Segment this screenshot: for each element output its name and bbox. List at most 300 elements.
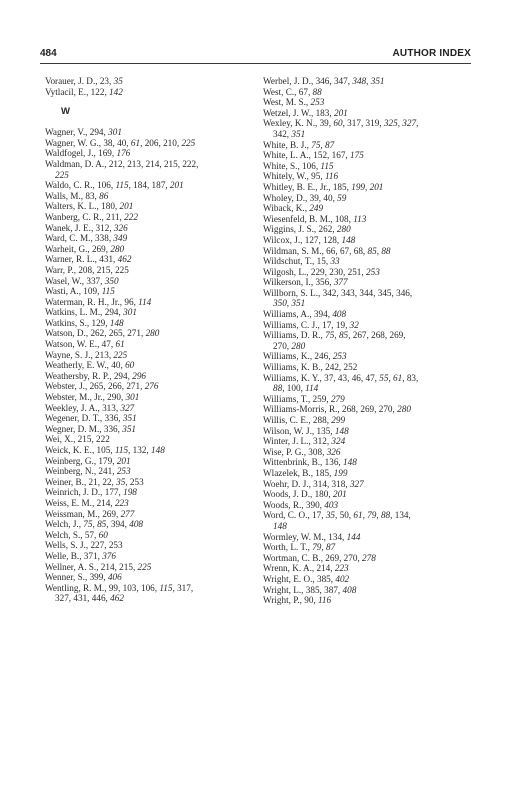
entry-text: Wiesenfeld, B. M., 108, — [263, 213, 354, 224]
page-ref-italic: 88 — [273, 383, 283, 394]
index-entry — [45, 87, 255, 98]
entry-text: Weekley, J. A., 313, — [45, 402, 121, 413]
page-ref-italic: 116 — [324, 171, 339, 182]
page-ref-italic: 87 — [325, 542, 336, 553]
page-ref-italic: 403 — [324, 499, 339, 510]
page-ref-italic: 350 — [273, 298, 287, 309]
index-entry — [263, 330, 475, 351]
index-entry — [263, 224, 475, 235]
entry-text: Wenner, S., 399, — [45, 572, 108, 583]
index-entry — [263, 214, 475, 225]
index-entry — [45, 540, 255, 551]
index-column-right — [263, 76, 475, 606]
index-entry — [45, 530, 255, 541]
page-ref-italic: 327 — [120, 402, 135, 413]
entry-text: Warheit, G., 269, — [45, 243, 111, 254]
page-ref-italic: 85 — [97, 519, 107, 530]
entry-text: , — [362, 510, 368, 521]
entry-text: Walls, M., 83, — [45, 190, 100, 201]
page-ref-italic: 35 — [325, 510, 335, 521]
entry-text: Weissman, M., 269, — [45, 508, 121, 519]
entry-text: Woods, J. D., 180, — [263, 489, 333, 500]
page-ref-italic: 199 — [351, 181, 365, 192]
entry-text: Wegner, D. M., 336, — [45, 423, 123, 434]
entry-text: Weinberg, G., 179, — [45, 455, 117, 466]
entry-text: , 267, 268, 269, — [348, 330, 406, 341]
index-entry — [45, 392, 255, 403]
index-entry — [263, 118, 475, 139]
page-ref-italic: 253 — [332, 351, 347, 362]
page-ref-italic: 201 — [169, 180, 184, 191]
index-entry — [45, 148, 255, 159]
index-entry — [45, 562, 255, 573]
entry-text: Wright, L., 385, 387, — [263, 584, 343, 595]
entry-text: Wellner, A. S., 214, 215, — [45, 561, 138, 572]
page-ref-italic: 176 — [116, 148, 131, 159]
index-letter-heading: W — [61, 106, 70, 118]
entry-text: Woehr, D. J., 314, 318, — [263, 478, 350, 489]
entry-text: Waterman, R. H., Jr., 96, — [45, 296, 139, 307]
page-ref-italic: 115 — [115, 180, 129, 191]
entry-text: Wells, S. J., 227, 253 — [45, 540, 123, 551]
page-ref-italic: 35 — [116, 476, 126, 487]
entry-text: Wilcox, J., 127, 128, — [263, 234, 342, 245]
index-entry — [45, 487, 255, 498]
entry-text: Weick, K. E., 105, — [45, 445, 115, 455]
entry-text: Wilson, W. J., 135, — [263, 425, 335, 436]
page-ref-italic: 201 — [332, 489, 347, 500]
page-ref-italic: 253 — [116, 466, 131, 477]
index-entry — [45, 159, 255, 180]
index-entry — [263, 97, 475, 108]
page-ref-italic: 85 — [338, 330, 349, 341]
entry-text: Werbel, J. D., 346, 347, — [263, 76, 353, 86]
entry-text: , — [376, 510, 381, 521]
page-ref-italic: 408 — [332, 309, 347, 320]
page-ref-italic: 61 — [353, 510, 363, 521]
page-ref-italic: 148 — [341, 234, 356, 245]
page-ref-italic: 280 — [336, 224, 351, 235]
index-entry — [45, 424, 255, 435]
page-ref-italic: 280 — [110, 243, 125, 254]
page-ref-italic: 222 — [124, 211, 138, 222]
entry-text: Waldman, D. A., 212, 213, 214, 215, 222, — [45, 158, 199, 169]
index-entry — [45, 339, 255, 350]
entry-text: West, C., 67, — [263, 86, 313, 97]
index-entry — [45, 477, 255, 488]
entry-text: Weinberg, N., 241, — [45, 466, 117, 477]
entry-text: Wagner, V., 294, — [45, 127, 109, 138]
index-entry — [263, 320, 475, 331]
index-entry — [45, 519, 255, 530]
page-ref-italic: 60 — [333, 118, 343, 129]
entry-text: Wiback, K., — [263, 203, 310, 214]
index-entry — [45, 212, 255, 223]
entry-text: Whitley, B. E., Jr., 185, — [263, 181, 352, 192]
page-ref-italic: 225 — [113, 349, 128, 360]
page-ref-italic: 351 — [122, 423, 137, 434]
entry-text: , — [334, 330, 339, 341]
index-entry — [45, 138, 255, 149]
index-entry — [263, 447, 475, 458]
entry-text: Warr, P., 208, 215, 225 — [45, 264, 129, 275]
entry-text: White, B. J., — [263, 139, 312, 150]
entry-text: Weinrich, J. D., 177, — [45, 487, 124, 498]
page-ref-italic: 225 — [181, 137, 196, 148]
index-entry — [263, 468, 475, 479]
index-entry — [263, 256, 475, 267]
entry-text: , 394, — [106, 519, 130, 530]
page-ref-italic: 114 — [305, 383, 319, 394]
entry-text: 270, — [273, 340, 292, 351]
page-ref-italic: 327 — [402, 118, 417, 129]
entry-text: Webster, J., 265, 266, 271, — [45, 381, 145, 392]
page-ref-italic: 32 — [349, 319, 359, 330]
page-ref-italic: 59 — [337, 192, 347, 203]
page-ref-italic: 348 — [352, 76, 367, 86]
entry-text: , 206, 210, — [140, 137, 182, 148]
running-title: AUTHOR INDEX — [392, 48, 471, 59]
index-entry — [263, 574, 475, 585]
entry-text: Wanek, J. E., 312, — [45, 222, 114, 233]
entry-text: Wittenbrink, B., 136, — [263, 457, 344, 468]
page-ref-italic: 75 — [325, 330, 335, 341]
index-entry — [45, 350, 255, 361]
page-ref-italic: 148 — [109, 317, 124, 328]
page-ref-italic: 79 — [312, 542, 322, 553]
page-ref-italic: 198 — [123, 487, 137, 498]
page-ref-italic: 301 — [123, 307, 137, 318]
index-entry — [45, 76, 255, 87]
index-entry — [263, 489, 475, 500]
entry-text: Wasti, A., 109, — [45, 286, 102, 297]
entry-text: , — [397, 118, 403, 129]
index-entry — [263, 140, 475, 151]
page-ref-italic: 61 — [130, 137, 141, 148]
index-entry — [45, 276, 255, 287]
page-ref-italic: 113 — [353, 213, 367, 224]
index-entry — [263, 267, 475, 278]
entry-text: , — [416, 118, 419, 129]
index-entry — [45, 381, 255, 392]
entry-text: Wilgosh, L., 229, 230, 251, — [263, 266, 366, 277]
page-ref-italic: 325 — [383, 118, 398, 129]
index-entry — [45, 254, 255, 265]
page-ref-italic: 225 — [55, 169, 69, 180]
entry-text: Wright, P., 90, — [263, 595, 319, 606]
page-ref-italic: 249 — [309, 203, 324, 214]
page-ref-italic: 296 — [132, 370, 146, 381]
entry-text: 327, 431, 446, — [55, 593, 111, 604]
entry-text: Whitely, W., 95, — [263, 171, 325, 182]
index-entry — [45, 307, 255, 318]
index-entry — [263, 595, 475, 606]
index-entry — [45, 551, 255, 562]
entry-text: Vytlacil, E., 122, — [45, 86, 110, 97]
entry-text: Watkins, L. M., 294, — [45, 307, 124, 318]
page-ref-italic: 279 — [330, 393, 345, 404]
index-entry — [45, 191, 255, 202]
entry-text: , — [92, 519, 98, 530]
page-ref-italic: 60 — [98, 529, 108, 540]
page-ref-italic: 327 — [349, 478, 364, 489]
entry-text: Wayne, S. J., 213, — [45, 349, 114, 360]
page-ref-italic: 201 — [119, 201, 134, 212]
entry-text: White, S., 106, — [263, 160, 321, 171]
index-entry — [263, 108, 475, 119]
index-entry — [263, 161, 475, 172]
entry-text: Wexley, K. N., 39, — [263, 118, 334, 129]
entry-text: Wlazelek, B., 185, — [263, 467, 334, 478]
entry-text: Williams, D. R., — [263, 330, 326, 341]
index-column-left — [45, 76, 255, 604]
index-entry — [263, 510, 475, 531]
page-ref-italic: 201 — [369, 181, 384, 192]
index-entry — [263, 76, 475, 87]
index-entry — [263, 394, 475, 405]
page-ref-italic: 280 — [145, 328, 160, 339]
entry-text: Ward, C. M., 338, — [45, 233, 114, 244]
page-ref-italic: 87 — [325, 139, 335, 150]
page-ref-italic: 376 — [102, 550, 116, 561]
entry-text: Wetzel, J. W., 183, — [263, 107, 334, 118]
entry-text: Wagner, W. G., 38, 40, — [45, 137, 131, 148]
entry-text: Wentling, R. M., 99, 103, 106, — [45, 582, 160, 593]
page-ref-italic: 86 — [99, 190, 109, 201]
page-ref-italic: 79 — [367, 510, 377, 521]
page-number: 484 — [40, 48, 57, 59]
entry-text: Warner, R. L., 431, — [45, 254, 118, 265]
page-ref-italic: 115 — [101, 286, 115, 297]
entry-text: Watson, W. E., 47, — [45, 339, 116, 350]
entry-text: , — [365, 181, 370, 192]
page-ref-italic: 326 — [113, 222, 128, 233]
page-ref-italic: 223 — [334, 563, 349, 574]
page-ref-italic: 408 — [342, 584, 357, 595]
index-entry — [263, 171, 475, 182]
entry-text: , — [366, 76, 371, 86]
page-ref-italic: 301 — [108, 127, 122, 138]
entry-text: , 83, — [402, 372, 419, 383]
entry-text: Webster, M., Jr., 290, — [45, 392, 126, 403]
index-entry — [45, 509, 255, 520]
entry-text: Watson, D., 262, 265, 271, — [45, 328, 146, 339]
index-entry — [263, 436, 475, 447]
page-ref-italic: 201 — [116, 455, 131, 466]
page-ref-italic: 253 — [310, 97, 325, 108]
entry-text: Wilkerson, I., 356, — [263, 277, 334, 288]
index-entry — [45, 127, 255, 138]
page-ref-italic: 351 — [370, 76, 385, 86]
index-entry — [45, 328, 255, 339]
entry-text: Welch, J., — [45, 519, 84, 530]
index-entry — [45, 413, 255, 424]
page-ref-italic: 351 — [291, 128, 306, 139]
entry-text: Wiggins, J. S., 262, — [263, 224, 337, 235]
entry-text: , 184, 187, — [128, 180, 170, 191]
page-ref-italic: 462 — [117, 254, 132, 265]
page-ref-italic: 351 — [291, 298, 306, 309]
entry-text: Wanberg, C. R., 211, — [45, 211, 125, 222]
entry-text: Welle, B., 371, — [45, 550, 103, 561]
entry-text: , 100, — [282, 383, 306, 394]
page-ref-italic: 326 — [326, 446, 341, 457]
page-ref-italic: 201 — [333, 107, 348, 118]
entry-text: 342, — [273, 128, 292, 139]
page-ref-italic: 88 — [312, 86, 322, 97]
page-ref-italic: 377 — [333, 277, 348, 288]
page-ref-italic: 115 — [159, 582, 173, 593]
index-entry — [263, 479, 475, 490]
entry-text: Williams, T., 259, — [263, 393, 331, 404]
entry-text: Worth, L. T., — [263, 542, 313, 553]
index-entry — [263, 404, 475, 415]
page-ref-italic: 175 — [350, 150, 364, 161]
index-entry — [263, 542, 475, 553]
page-ref-italic: 88 — [381, 245, 391, 256]
entry-text: Wildman, S. M., 66, 67, 68, — [263, 245, 368, 256]
page-ref-italic: 223 — [114, 497, 129, 508]
index-entry — [45, 434, 255, 445]
index-entry — [263, 235, 475, 246]
entry-text: Wholey, D., 39, 40, — [263, 192, 338, 203]
page-ref-italic: 75 — [83, 519, 93, 530]
page-ref-italic: 148 — [343, 457, 357, 468]
entry-text: Weiss, E. M., 214, — [45, 497, 115, 508]
index-entry — [263, 351, 475, 362]
page-ref-italic: 148 — [273, 520, 287, 531]
index-entry — [45, 201, 255, 212]
index-entry — [263, 373, 475, 394]
page-ref-italic: 462 — [110, 593, 124, 604]
index-entry — [263, 288, 475, 309]
page-ref-italic: 148 — [151, 445, 165, 455]
index-entry — [45, 498, 255, 509]
entry-text: , 253 — [125, 476, 144, 487]
entry-text: , 317, — [172, 582, 194, 593]
entry-text: Wegener, D. T., 336, — [45, 413, 123, 424]
page-ref-italic: 115 — [114, 445, 129, 455]
index-entry — [263, 203, 475, 214]
entry-text: Weatherly, E. W., 40, — [45, 360, 126, 371]
entry-text: Waldfogel, J., 169, — [45, 148, 117, 159]
index-entry — [263, 193, 475, 204]
index-entry — [263, 415, 475, 426]
index-entry — [263, 553, 475, 564]
entry-text: Welch, S., 57, — [45, 529, 99, 540]
entry-text: Williams, K. B., 242, 252 — [263, 362, 358, 373]
page-ref-italic: 349 — [113, 233, 128, 244]
page-ref-italic: 280 — [397, 404, 411, 415]
index-entry — [45, 456, 255, 467]
page-ref-italic: 253 — [366, 266, 380, 277]
page-ref-italic: 199 — [333, 467, 348, 478]
page-ref-italic: 225 — [137, 561, 152, 572]
index-entry — [45, 318, 255, 329]
page-ref-italic: 350 — [104, 275, 119, 286]
entry-text: White, L. A., 152, 167, — [263, 150, 351, 161]
index-entry — [263, 532, 475, 543]
entry-text: Woods, R., 390, — [263, 499, 325, 510]
index-entry — [45, 265, 255, 276]
page-ref-italic: 301 — [125, 392, 140, 403]
index-entry — [45, 371, 255, 382]
index-entry — [45, 286, 255, 297]
entry-text: Williams, C. J., 17, 19, — [263, 319, 350, 330]
entry-text: , — [388, 372, 394, 383]
index-entry — [263, 457, 475, 468]
index-entry — [263, 182, 475, 193]
entry-text: Wright, E. O., 385, — [263, 573, 336, 584]
entry-text: West, M. S., — [263, 97, 311, 108]
entry-text: Weathersby, R. P., 294, — [45, 370, 133, 381]
index-entry — [45, 180, 255, 191]
page-ref-italic: 351 — [122, 413, 137, 424]
page-ref-italic: 55 — [379, 372, 389, 383]
page-ref-italic: 408 — [129, 519, 144, 530]
page-ref-italic: 116 — [318, 595, 332, 606]
entry-text: , — [286, 298, 292, 309]
page-ref-italic: 299 — [331, 415, 346, 425]
index-entry — [263, 500, 475, 511]
index-entry — [45, 572, 255, 583]
entry-text: Wasel, W., 337, — [45, 275, 105, 286]
index-entry — [263, 87, 475, 98]
page-ref-italic: 144 — [346, 531, 361, 542]
entry-text: Watkins, S., 129, — [45, 317, 110, 328]
page-ref-italic: 277 — [120, 508, 135, 519]
entry-text: Wortman, C. B., 269, 270, — [263, 552, 363, 563]
page-ref-italic: 276 — [144, 381, 159, 392]
index-entry — [263, 277, 475, 288]
entry-text: , 134, — [390, 510, 411, 521]
running-header — [40, 47, 471, 64]
entry-text: Wrenn, K. A., 214, — [263, 563, 335, 574]
page-ref-italic: 148 — [334, 425, 349, 436]
entry-text: Waldo, C. R., 106, — [45, 180, 116, 191]
index-entry — [263, 309, 475, 320]
entry-text: , 132, — [128, 445, 152, 455]
page-ref-italic: 278 — [362, 552, 376, 563]
index-entry — [45, 403, 255, 414]
index-entry — [45, 466, 255, 477]
entry-text: Willis, C. E., 288, — [263, 415, 332, 425]
page-ref-italic: 406 — [107, 572, 122, 583]
index-entry — [45, 297, 255, 308]
page-ref-italic: 324 — [331, 436, 346, 447]
entry-text: , — [376, 245, 382, 256]
entry-text: Wise, P. G., 308, — [263, 446, 327, 457]
entry-text: , — [320, 139, 326, 150]
entry-text: Vorauer, J. D., 23, — [45, 76, 114, 86]
index-entry — [45, 244, 255, 255]
entry-text: Wei, X., 215, 222 — [45, 434, 110, 445]
page-ref-italic: 115 — [320, 160, 334, 171]
index-entry — [45, 223, 255, 234]
index-entry — [263, 246, 475, 257]
page-ref-italic: 114 — [138, 296, 152, 307]
entry-text: , — [321, 542, 326, 553]
index-entry — [263, 426, 475, 437]
entry-text: , 317, 319, — [342, 118, 384, 129]
entry-text: Weiner, B., 21, 22, — [45, 476, 117, 487]
entry-text: Williams-Morris, R., 268, 269, 270, — [263, 404, 398, 415]
index-entry — [263, 563, 475, 574]
entry-text: Winter, J. L., 312, — [263, 436, 332, 447]
entry-text: Williams, K., 246, — [263, 351, 333, 362]
page-ref-italic: 142 — [109, 86, 123, 97]
page-ref-italic: 280 — [291, 340, 306, 351]
